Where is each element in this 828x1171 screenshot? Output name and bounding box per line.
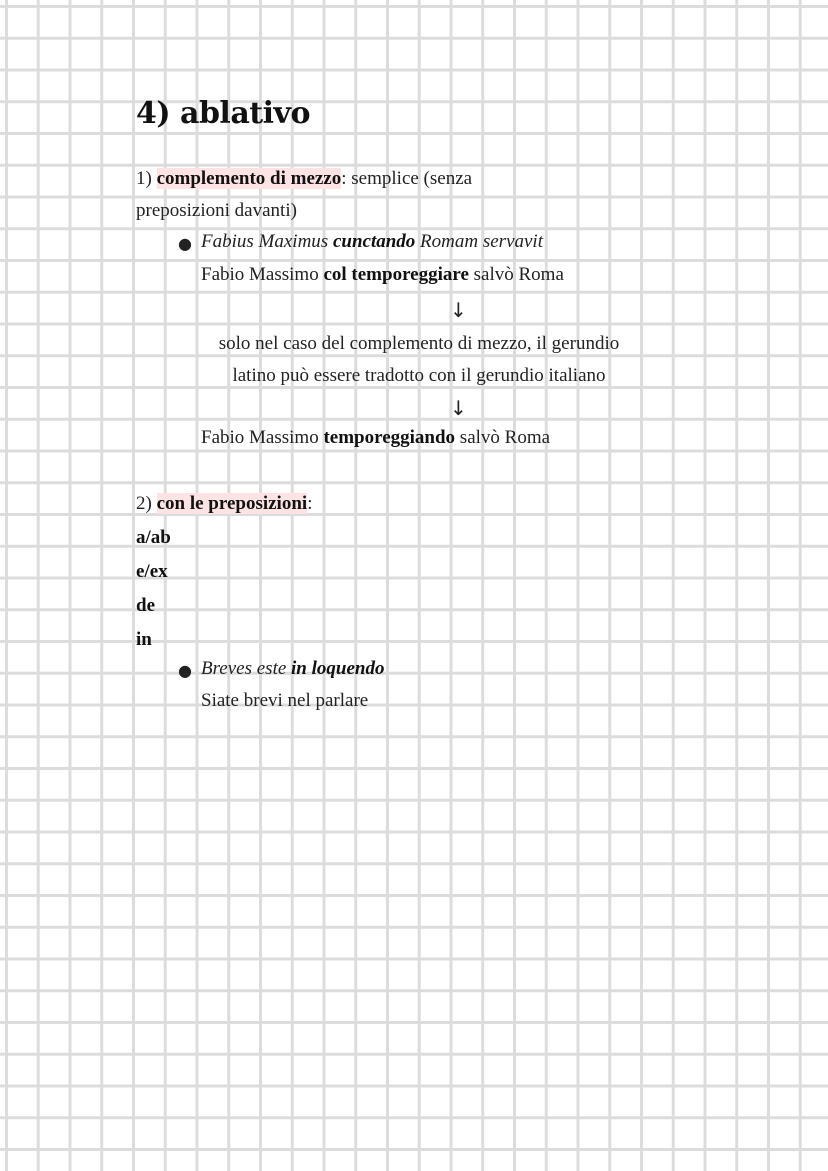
bullet-icon: ● [178,661,192,680]
italian-translation-2: Siate brevi nel parlare [201,690,369,711]
section-1-heading [136,168,472,190]
page-title: 4) ablativo [136,96,310,131]
italian-translation-gerund [201,427,550,449]
highlighted-term: con le preposizioni [156,493,308,514]
preposition: in [136,629,152,650]
translation-text: salvò Roma [455,427,551,448]
colon: : [307,493,313,514]
arrow-down-icon: ↓ [450,396,467,420]
preposition: de [136,595,155,616]
colon: : [341,168,347,189]
translation-bold: col temporeggiare [323,264,469,285]
note-line-1: solo nel caso del complemento di mezzo, il gerundio [218,333,620,354]
latin-bold: cunctando [332,231,416,252]
section-text: semplice (senza [346,168,473,189]
italian-translation-1 [201,264,564,286]
section-1-line2: preposizioni davanti) [136,200,297,221]
translation-text: Fabio Massimo [201,427,324,448]
bullet-icon: ● [178,234,192,253]
latin-text: Fabius Maximus [201,231,333,252]
latin-example-2 [201,658,384,680]
translation-text: salvò Roma [468,264,564,285]
note-line-2: latino può essere tradotto con il gerundio italiano [232,365,606,386]
latin-text: Romam servavit [415,231,543,252]
translation-text: Fabio Massimo [201,264,324,285]
preposition: a/ab [136,527,171,548]
latin-text: Breves este [201,658,292,679]
arrow-down-icon: ↓ [450,298,467,322]
latin-example-1 [201,231,543,253]
highlighted-term: complemento di mezzo [156,168,342,189]
section-number: 2) [136,493,152,514]
latin-bold: in loquendo [291,658,385,679]
section-number: 1) [136,168,152,189]
preposition: e/ex [136,561,168,582]
translation-bold: temporeggiando [323,427,456,448]
section-2-heading [136,493,312,515]
